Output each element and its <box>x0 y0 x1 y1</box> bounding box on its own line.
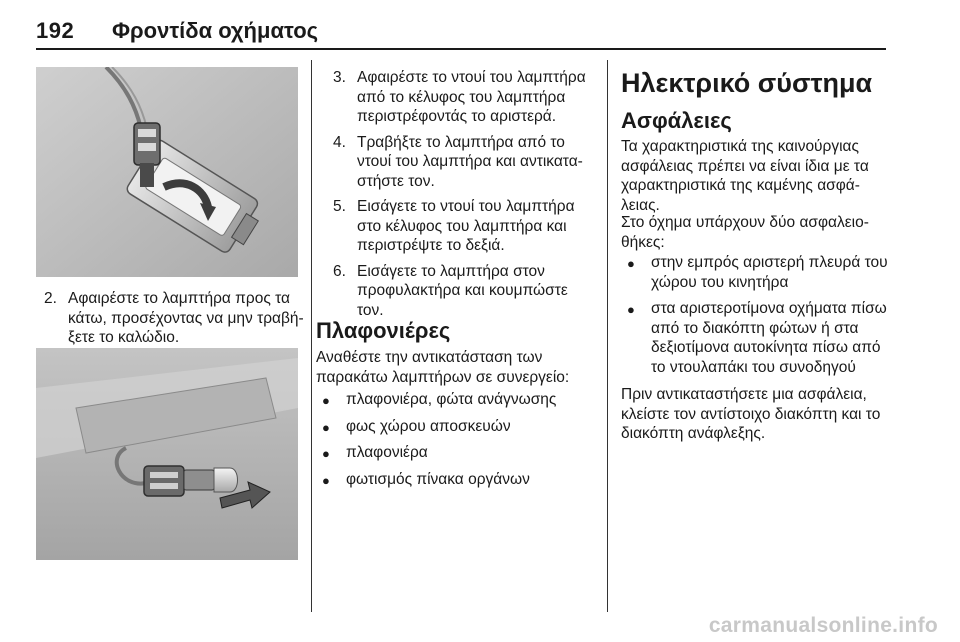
step-item <box>333 197 595 256</box>
step-number: 4. <box>333 133 346 151</box>
list-item: ● πλαφονιέρα, φώτα ανάγνωσης <box>316 390 598 410</box>
list-item: ● φωτισμός πίνακα οργάνων <box>316 470 598 490</box>
step-number: 3. <box>333 69 346 86</box>
fuses-paragraph-3: Πριν αντικαταστήσετε μια ασφάλεια, κλείστε τον αντίστοιχο διακόπτη και το διακόπτη ανάφλεξης. <box>621 386 881 442</box>
bullet-icon: ● <box>627 302 635 317</box>
list-item: ● πλαφονιέρα <box>316 443 598 463</box>
step-text: Εισάγετε το λαμπτήρα στον προφυλακτήρα και κουμπώστε τον. <box>357 262 568 319</box>
section-heading-interior-lights: Πλαφονιέρες <box>316 318 451 343</box>
steps-list-col1 <box>44 289 306 354</box>
bullet-icon: ● <box>627 256 635 271</box>
steps-list-col2 <box>333 68 595 326</box>
interior-lights-list <box>316 390 598 496</box>
list-item: ● στα αριστεροτίμονα οχήματα πίσω από το διακόπτη φώτων ή στα δεξιοτίμονα αυτοκίνητα πίσω από το ντουλαπάκι του συνοδηγού <box>627 300 887 376</box>
header-rule <box>36 48 886 50</box>
column-divider-1 <box>311 60 312 612</box>
step-text: Αφαιρέστε το ντουί του λαμπτήρα από το κέλυφος του λαμπτήρα περιστρέφοντάς το αριστερά. <box>357 69 586 125</box>
list-item: ● φως χώρου αποσκευών <box>316 417 598 437</box>
bullet-icon: ● <box>322 419 330 435</box>
step-number: 5. <box>333 198 346 215</box>
step-number: 6. <box>333 262 346 280</box>
page-title: Φροντίδα οχήματος <box>112 18 319 43</box>
step-text: Αφαιρέστε το λαμπτήρα προς τα κάτω, προσέχοντας να μην τραβήξετε το καλώδιο. <box>68 290 304 346</box>
section-heading-fuses: Ασφάλειες <box>621 108 732 133</box>
step-item <box>44 289 306 348</box>
step-number: 2. <box>44 290 57 307</box>
fuses-paragraph-1: Τα χαρακτηριστικά της καινούργιας ασφάλειας πρέπει να είναι ίδια με τα χαρακτηριστικά της καμένης ασφάλειας. <box>621 138 869 214</box>
list-item: ● στην εμπρός αριστερή πλευρά του χώρου του κινητήρα <box>627 254 888 291</box>
watermark: carmanualsonline.info <box>708 614 938 637</box>
fuses-paragraph-2: Στο όχημα υπάρχουν δύο ασφαλειοθήκες: <box>621 214 869 251</box>
page-number: 192 <box>36 18 75 43</box>
step-item <box>333 68 595 127</box>
step-item <box>333 262 595 321</box>
section-title-electrical-system: Ηλεκτρικό σύστημα <box>621 68 873 98</box>
bullet-icon: ● <box>322 446 330 461</box>
interior-lights-paragraph: Αναθέστε την αντικατάσταση των παρακάτω λαμπτήρων σε συνεργείο: <box>316 349 570 386</box>
figure-lamp-removal <box>36 67 298 277</box>
bullet-icon: ● <box>322 472 330 488</box>
fuse-box-list <box>621 253 891 384</box>
column-divider-2 <box>607 60 608 612</box>
step-item <box>333 133 595 192</box>
figure-bulb-removal <box>36 348 298 560</box>
step-text: Εισάγετε το ντουί του λαμπτήρα στο κέλυφος του λαμπτήρα και περιστρέψτε το δεξιά. <box>357 198 575 254</box>
bullet-icon: ● <box>322 393 330 408</box>
page-header <box>36 8 886 48</box>
step-text: Τραβήξτε το λαμπτήρα από το ντουί του λαμπτήρα και αντικαταστήστε τον. <box>357 133 583 190</box>
